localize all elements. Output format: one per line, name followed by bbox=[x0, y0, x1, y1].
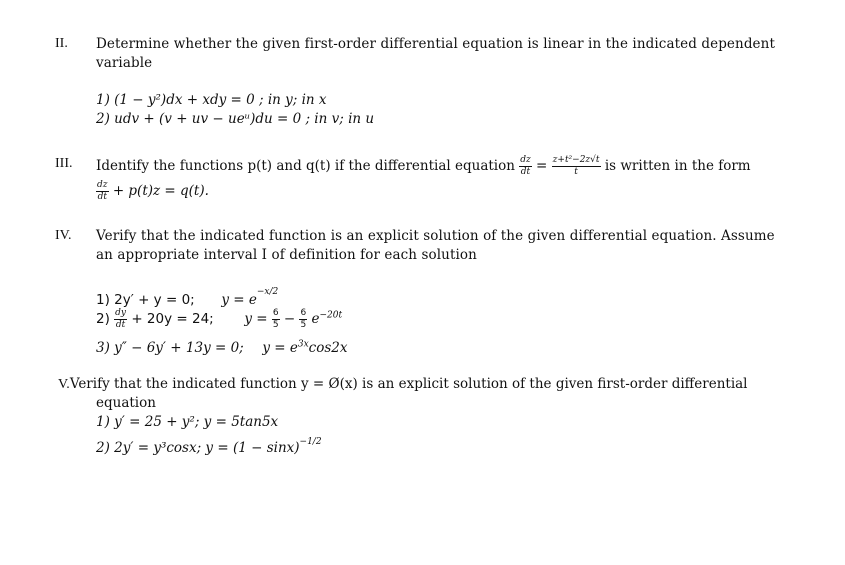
section-v-item-2-exp: −1/2 bbox=[299, 437, 322, 447]
section-v-line-1 bbox=[58, 376, 748, 393]
item-2-sol: y = bbox=[244, 311, 268, 327]
section-v-item-2 bbox=[96, 437, 322, 456]
section-iii-text-after: is written in the form bbox=[604, 158, 751, 174]
item-2-frac-2-den: 5 bbox=[300, 320, 307, 330]
section-v-text-b: equation bbox=[96, 395, 156, 411]
item-3-sol-tail: cos2x bbox=[308, 340, 348, 356]
item-2-eq: + 20y = 24; bbox=[131, 311, 214, 327]
item-1-sol: y = e bbox=[221, 292, 257, 308]
section-ii-item-1: 1) (1 − y²)dx + xdy = 0 ; in y; in x bbox=[96, 92, 327, 108]
item-1-eq: 1) 2y′ + y = 0; bbox=[96, 292, 195, 308]
roman-numeral-ii: II. bbox=[55, 36, 68, 51]
item-2-tail-exp: −20t bbox=[319, 310, 343, 321]
item-3-eq: 3) y″ − 6y′ + 13y = 0; bbox=[96, 340, 244, 356]
form-fraction bbox=[96, 180, 109, 203]
section-v-item-1: 1) y′ = 25 + y²; y = 5tan5x bbox=[96, 414, 279, 430]
form-den: dt bbox=[97, 192, 107, 202]
rhs-fraction bbox=[552, 155, 601, 178]
item-2-frac-1 bbox=[272, 308, 280, 331]
section-iv-item-2 bbox=[96, 308, 342, 331]
section-v-text-a: Verify that the indicated function y = Ø(x) is an explicit solution of the given first-order differential bbox=[69, 376, 748, 392]
item-2-frac-1-den: 5 bbox=[272, 320, 279, 330]
roman-numeral-iii: III. bbox=[55, 156, 73, 171]
item-2-deriv-num: dy bbox=[115, 308, 127, 318]
item-2-minus: − bbox=[283, 311, 296, 327]
lhs-fraction bbox=[519, 155, 532, 178]
lhs-num: dz bbox=[520, 155, 531, 165]
form-rest: + p(t)z = q(t). bbox=[112, 183, 209, 199]
lhs-den: dt bbox=[520, 167, 531, 177]
section-iii-text-before: Identify the functions p(t) and q(t) if the differential equation bbox=[96, 158, 515, 174]
item-2-frac-2-num: 6 bbox=[300, 308, 307, 318]
roman-numeral-v: V. bbox=[58, 377, 70, 392]
item-2-deriv bbox=[114, 308, 127, 331]
section-iv-item-1 bbox=[96, 287, 279, 308]
section-ii-text: Determine whether the given first-order differential equation is linear in the indicated dependent variable bbox=[96, 36, 775, 71]
section-iv-text: Verify that the indicated function is an explicit solution of the given differential equation. Assume an appropriate interval I of definition for each solution bbox=[96, 228, 775, 263]
section-iii-line-2 bbox=[96, 180, 209, 203]
item-2-frac-1-num: 6 bbox=[272, 308, 279, 318]
section-v-item-2-eq: 2) 2y′ = y³cosx; y = (1 − sinx) bbox=[96, 440, 300, 456]
section-iii-line-1 bbox=[96, 155, 751, 178]
item-3-sol-exp: 3x bbox=[297, 339, 309, 350]
item-2-pre: 2) bbox=[96, 311, 110, 327]
item-2-frac-2 bbox=[299, 308, 307, 331]
item-1-sol-exp: −x/2 bbox=[256, 287, 279, 297]
item-3-sol: y = e bbox=[262, 340, 298, 356]
form-num: dz bbox=[97, 180, 108, 190]
rhs-num: z+t²−2z√t bbox=[552, 155, 600, 165]
item-2-deriv-den: dt bbox=[115, 320, 126, 330]
section-ii-item-2: 2) udv + (v + uv − ueᵘ)du = 0 ; in v; in u bbox=[96, 111, 375, 127]
rhs-den: t bbox=[574, 167, 578, 177]
section-iv-item-3 bbox=[96, 340, 347, 356]
item-2-tail: e bbox=[311, 311, 320, 327]
equals-sign: = bbox=[536, 158, 548, 174]
roman-numeral-iv: IV. bbox=[55, 228, 72, 243]
